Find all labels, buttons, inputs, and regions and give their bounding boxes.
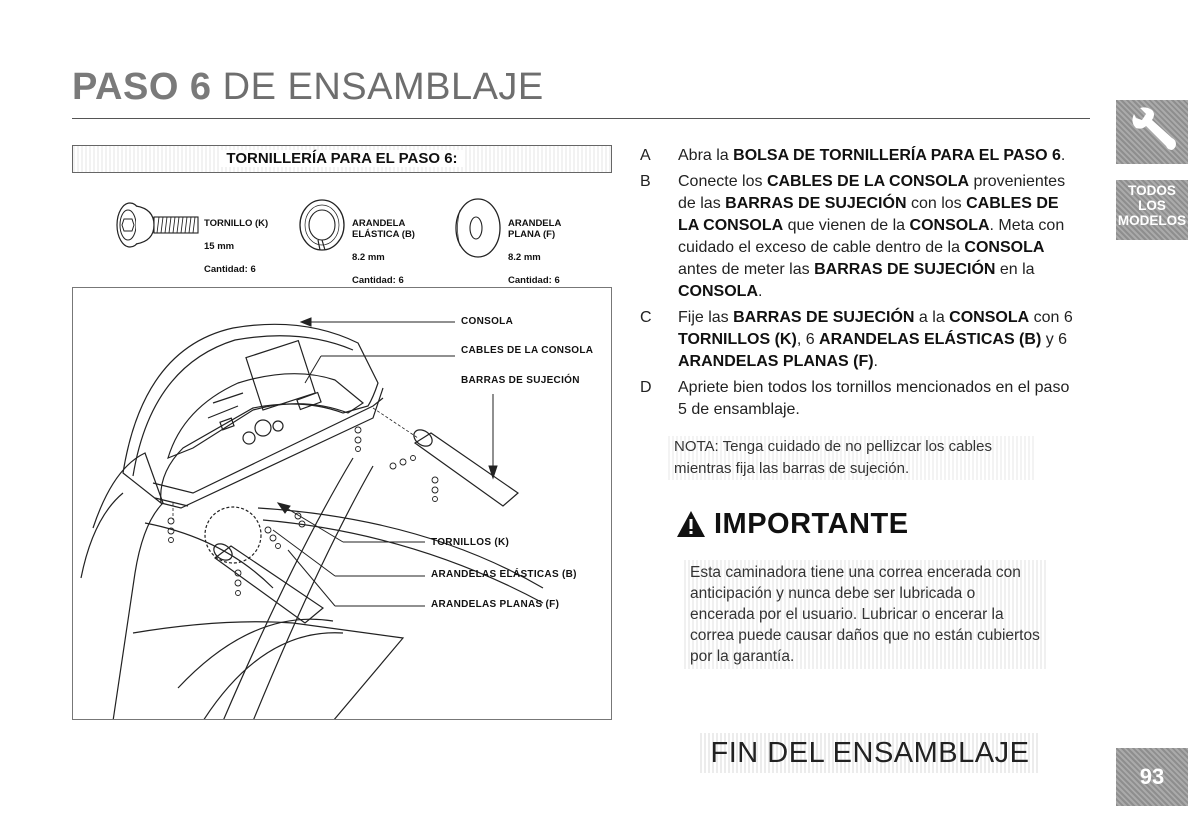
part-name: ARANDELA ELÁSTICA (B) [352,217,415,240]
part-label-arandela-plana [508,206,561,298]
callout-elasticas: ARANDELAS ELÁSTICAS (B) [431,569,577,580]
part-qty: Cantidad: 6 [204,263,256,275]
step-a [640,145,1080,167]
step-text-segment: antes de meter las [678,261,815,278]
step-text [678,309,1073,370]
step-text-segment: con 6 [1029,309,1073,326]
step-b [640,171,1080,303]
step-text-bold: BOLSA DE TORNILLERÍA PARA EL PASO 6 [733,147,1061,164]
step-text-bold: CONSOLA [964,239,1045,256]
step-text-segment: . [758,283,763,300]
callout-planas: ARANDELAS PLANAS (F) [431,599,560,610]
callout-consola: CONSOLA [461,316,514,327]
step-text-segment: a la [914,309,950,326]
step-text-bold: BARRAS DE SUJECIÓN [733,309,915,326]
part-name: TORNILLO (K) [204,217,269,229]
hardware-heading-text: TORNILLERÍA PARA EL PASO 6: [220,150,463,167]
step-text-segment: . Meta con cuidado el exceso de cable dentro de la [678,217,1065,256]
step-letter: D [640,379,652,396]
callout-barras: BARRAS DE SUJECIÓN [461,375,580,386]
assembly-diagram [72,287,612,720]
end-of-assembly-banner: FIN DEL ENSAMBLAJE [700,733,1040,773]
hardware-heading [72,145,612,173]
step-text-segment: con los [906,195,967,212]
title-rule [72,118,1090,119]
step-text-segment: y 6 [1041,331,1068,348]
step-text-bold: CONSOLA [909,217,990,234]
page-title-rest: DE ENSAMBLAJE [222,66,544,108]
step-letter: B [640,173,651,190]
warning-icon [676,510,706,538]
nota-box: NOTA: Tenga cuidado de no pellizcar los cables mientras fija las barras de sujeción. [668,436,1035,480]
step-text-bold: TORNILLOS (K) [678,331,797,348]
all-models-tab[interactable]: TODOS LOS MODELOS [1116,180,1188,240]
step-text-bold: BARRAS DE SUJECIÓN [814,261,996,278]
step-text-bold: CONSOLA [678,283,758,300]
part-size: 15 mm [204,240,235,252]
step-letter: C [640,309,652,326]
page-title-step: PASO 6 [72,66,212,108]
wrench-tab[interactable] [1116,100,1188,164]
step-text [678,379,1069,418]
warning-title: IMPORTANTE [714,508,909,540]
step-c [640,307,1080,373]
callout-tornillos: TORNILLOS (K) [431,537,510,548]
step-text-bold: CABLES DE LA CONSOLA [766,173,970,190]
step-text-segment: en la [995,261,1035,278]
flat-washer-illustration [452,196,504,260]
part-qty: Cantidad: 6 [508,275,560,286]
callout-cables: CABLES DE LA CONSOLA [461,345,594,356]
part-size: 8.2 mm [508,252,541,263]
wrench-icon [1116,100,1188,164]
part-label-tornillo [204,206,268,287]
step-text-segment: Conecte los [678,173,767,190]
step-d [640,377,1080,421]
step-letter: A [640,147,651,164]
step-text-bold: CONSOLA [949,309,1030,326]
step-text-segment: , 6 [796,331,820,348]
step-text-bold: BARRAS DE SUJECIÓN [725,195,907,212]
part-size: 8.2 mm [352,252,385,263]
step-text-segment: que vienen de la [783,217,910,234]
step-text-segment: provenientes de las [678,173,1066,212]
page-number: 93 [1116,748,1188,806]
part-qty: Cantidad: 6 [352,275,404,286]
step-text-bold: CABLES DE LA CONSOLA [678,195,1059,234]
step-text-segment: Apriete bien todos los tornillos mencionados en el paso 5 de ensamblaje. [678,379,1070,418]
page-title [72,66,544,109]
bolt-illustration [110,196,202,254]
step-text-bold: ARANDELAS ELÁSTICAS (B) [819,331,1042,348]
step-text [678,173,1065,300]
step-text-bold: ARANDELAS PLANAS (F) [678,353,874,370]
step-text-segment: Fije las [678,309,734,326]
step-text-segment: . [1060,147,1066,164]
part-name: ARANDELA PLANA (F) [508,217,562,240]
step-text [678,147,1065,164]
split-washer-illustration [297,197,347,253]
instruction-steps [640,145,1080,425]
warning-text: Esta caminadora tiene una correa encerada con anticipación y nunca debe ser lubricada o encerada por el usuario. Lubricar o encerar la correa puede causar daños que no están cubiertos por la garantía. [684,560,1048,669]
step-text-segment: Abra la [678,147,734,164]
step-text-segment: . [873,353,878,370]
part-label-arandela-elastica [352,206,415,298]
